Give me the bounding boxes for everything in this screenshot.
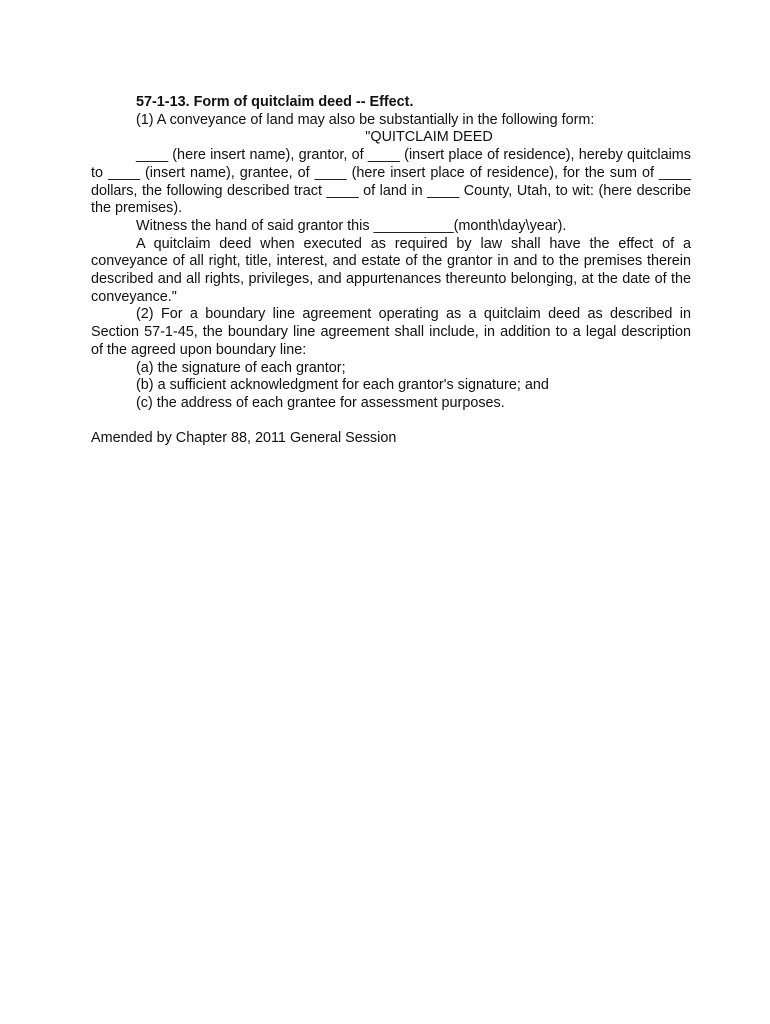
list-item-c: (c) the address of each grantee for assessment purposes.: [136, 394, 505, 411]
list-item-b: (b) a sufficient acknowledgment for each grantor's signature; and: [136, 377, 549, 394]
paragraph-1: (1) A conveyance of land may also be substantially in the following form:: [136, 111, 595, 128]
section-heading: 57-1-13. Form of quitclaim deed -- Effect.: [136, 94, 414, 110]
list-item-a: (a) the signature of each grantor;: [136, 359, 346, 376]
effect-paragraph: A quitclaim deed when executed as required by law shall have the effect of a conveyance of all right, title, interest, and estate of the grantor in and to the premises therein described and all rights, privileges, and appurtenances thereunto belonging, at the date of the conveyance.": [91, 235, 691, 305]
amendment-note: Amended by Chapter 88, 2011 General Session: [91, 430, 397, 447]
witness-line: Witness the hand of said grantor this __________(month\day\year).: [136, 217, 567, 234]
form-title: "QUITCLAIM DEED: [365, 129, 493, 146]
form-body: ____ (here insert name), grantor, of ____ (insert place of residence), hereby quitclaims to ____ (insert name), grantee, of ____ (here insert place of residence), for the sum of ____ dollars, the following described tract ____ of land in ____ County, Utah, to wit: (here describe the premises).: [91, 147, 691, 217]
paragraph-2: (2) For a boundary line agreement operating as a quitclaim deed as described in Section 57-1-45, the boundary line agreement shall include, in addition to a legal description of the agreed upon boundary line:: [91, 306, 691, 358]
document-content: [91, 94, 691, 448]
